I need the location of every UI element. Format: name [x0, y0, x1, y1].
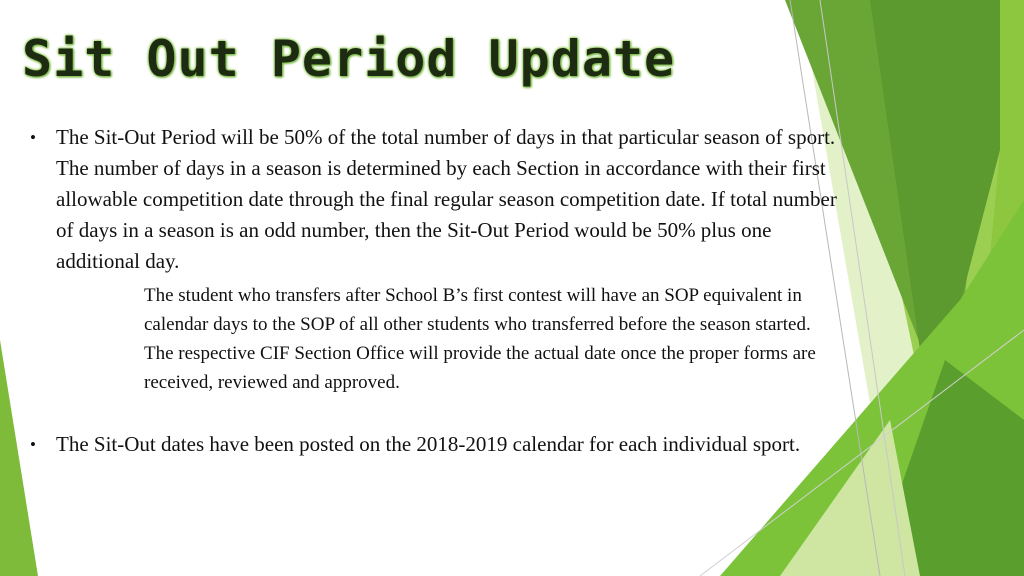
bullet-item [30, 429, 840, 460]
sub-paragraph: The student who transfers after School B’s first contest will have an SOP equivalent in calendar days to the SOP of all other students who transferred before the season started. The respective CIF Section Office will provide the actual date once the proper forms are received, reviewed and approved. [144, 285, 816, 393]
slide-body [30, 122, 840, 460]
bullet-text: The Sit-Out Period will be 50% of the total number of days in that particular season of sport. The number of days in a season is determined by each Section in accordance with their first allowable competition date through the final regular season competition date. If total number of days in a season is an odd number, then the Sit-Out Period would be 50% plus one additional day. [56, 125, 837, 273]
bullet-item [30, 122, 840, 277]
bullet-dot: • [30, 435, 36, 454]
bullet-text: The Sit-Out dates have been posted on the 2018-2019 calendar for each individual sport. [56, 432, 801, 456]
slide-title: Sit Out Period Update [22, 30, 676, 88]
bullet-dot: • [30, 128, 36, 147]
